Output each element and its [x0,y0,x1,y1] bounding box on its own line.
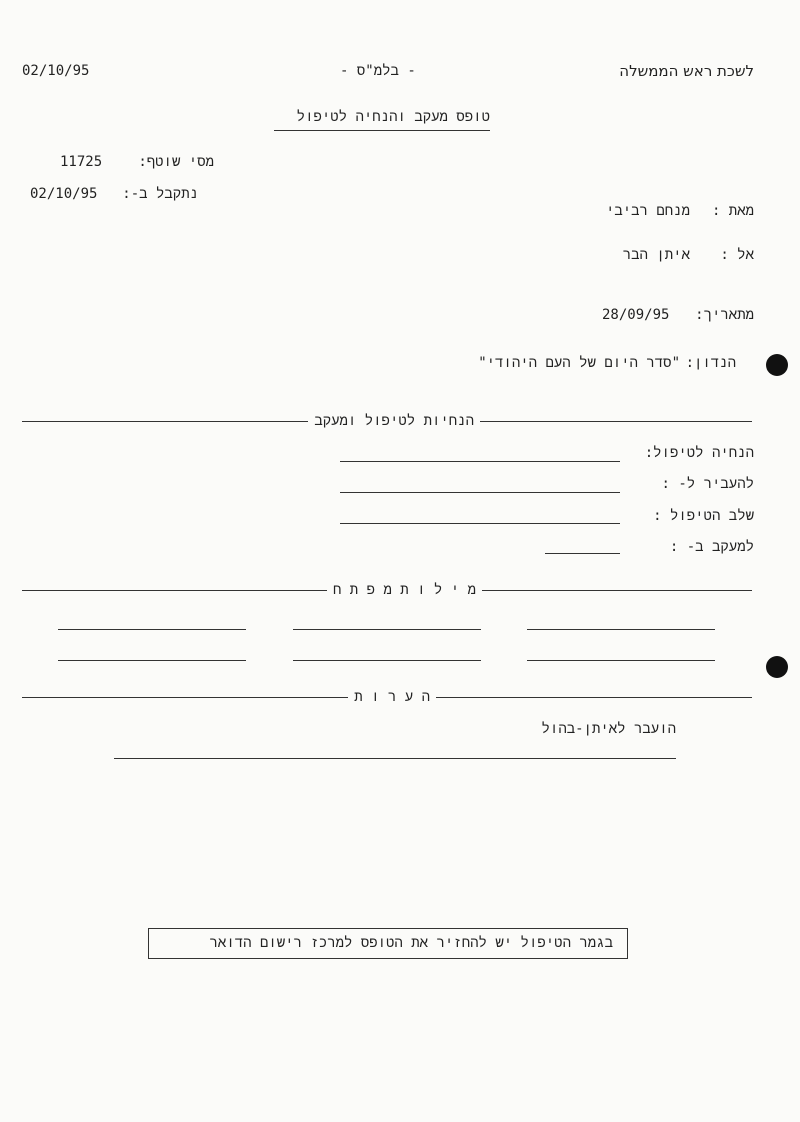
note-line[interactable] [114,758,676,759]
handling-field-label: הנחיה לטיפול: [644,445,754,461]
title-underline [274,130,490,131]
partner-no-label: מסי שוטף: [138,154,214,170]
partner-no-value: 11725 [60,154,103,170]
punch-hole [766,354,788,376]
form-title: טופס מעקב והנחיה לטיפול [296,109,490,125]
punch-hole [766,656,788,678]
keyword-input-line[interactable] [527,660,715,661]
subject-value: "סדר היום של העם היהודי" [478,355,680,371]
header-date: 02/10/95 [22,63,90,79]
keyword-input-line[interactable] [293,629,481,630]
to-label: אל : [720,247,754,263]
keyword-input-line[interactable] [527,629,715,630]
stage-field-label: שלב הטיפול : [653,508,754,524]
received-value: 02/10/95 [30,186,98,202]
subject-label: הנדון: [685,355,736,371]
forward-field-label: להעביר ל- : [661,476,754,492]
stage-input-line[interactable] [340,523,620,524]
keyword-input-line[interactable] [293,660,481,661]
from-label: מאת : [711,203,754,219]
keywords-section-title: מ י ל ו ת מ פ ת ח [327,581,482,599]
handling-section-title: הנחיות לטיפול ומעקב [308,412,480,430]
to-value: איתן הבר [622,247,690,263]
followup-input-line[interactable] [545,553,620,554]
keyword-input-line[interactable] [58,660,246,661]
note-text: הועבר לאיתן-בהול [541,721,676,737]
classification: - בלמ"ס - [340,63,416,79]
handling-input-line[interactable] [340,461,620,462]
date-value: 28/09/95 [602,307,670,323]
date-label: מתאריך: [695,307,754,323]
forward-input-line[interactable] [340,492,620,493]
footer-box [148,928,628,959]
office-name: לשכת ראש הממשלה [619,62,754,80]
footer-text: בגמר הטיפול יש להחזיר את הטופס למרכז רישום הדואר [209,935,613,951]
from-value: מנחם רביבי [605,203,690,219]
notes-section-title: ה ע ר ו ת [348,688,436,706]
followup-field-label: למעקב ב- : [669,539,754,555]
keyword-input-line[interactable] [58,629,246,630]
received-label: נתקבל ב-: [122,186,198,202]
